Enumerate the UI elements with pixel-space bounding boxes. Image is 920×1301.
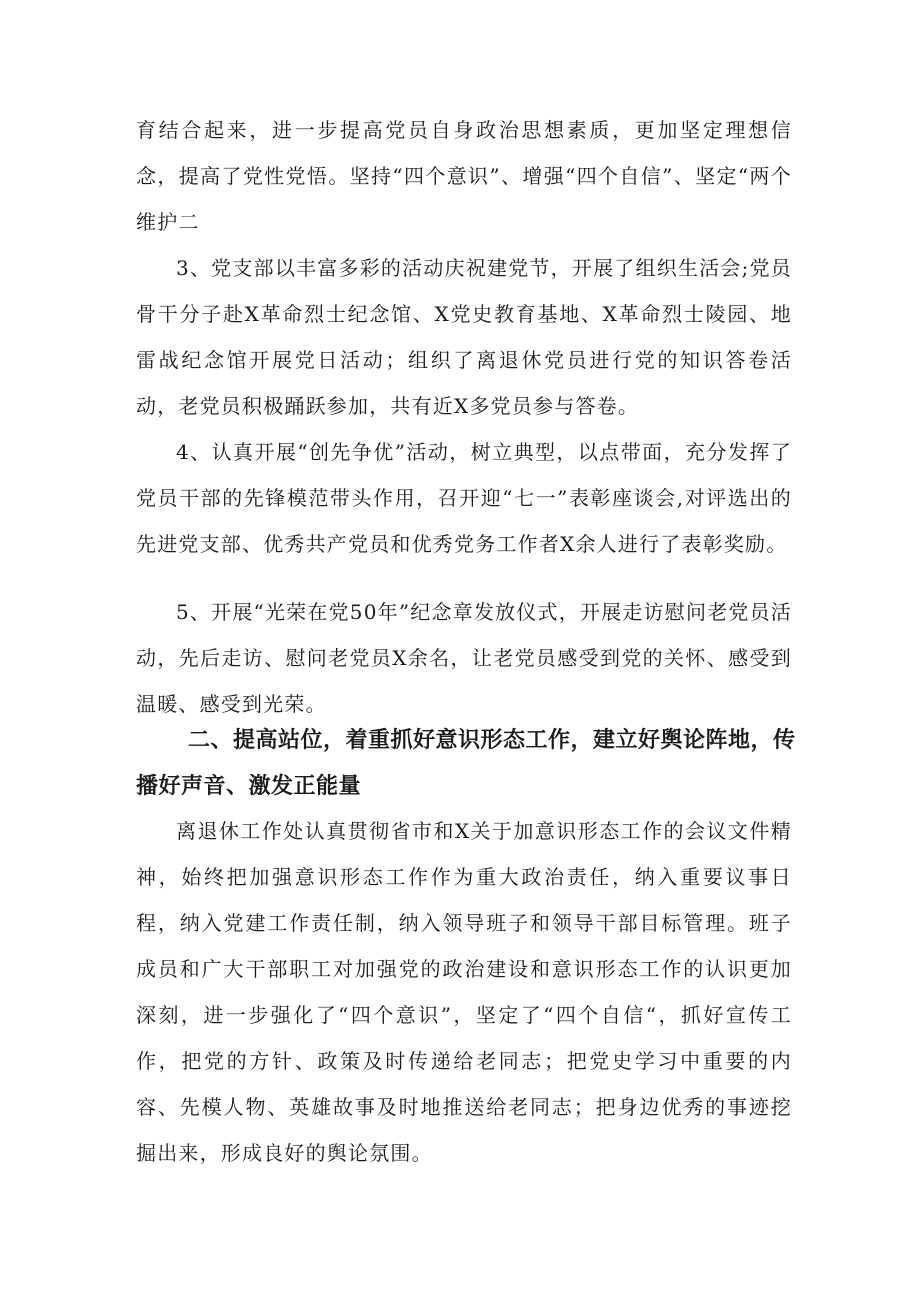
paragraph-continuation: 育结合起来，进一步提高党员自身政治思想素质，更加坚定理想信念，提高了党性党悟。坚持“四个意识”、增强“四个自信”、坚定“两个维护二 [136, 118, 792, 234]
paragraph-item-5: 5、开展“光荣在党50年”纪念章发放仪式，开展走访慰问老党员活动，先后走访、慰问老党员X余名，让老党员感受到党的关怀、感受到温暖、感受到光荣。 [136, 600, 792, 716]
paragraph-item-3: 3、党支部以丰富多彩的活动庆祝建党节，开展了组织生活会;党员骨干分子赴X革命烈士纪念馆、X党史教育基地、X革命烈士陵园、地雷战纪念馆开展党日活动；组织了离退休党员进行党的知识答卷活动，老党员积极踊跃参加，共有近X多党员参与答卷。 [136, 256, 792, 418]
section-heading: 二、提高站位，着重抓好意识形态工作，建立好舆论阵地，传播好声音、激发正能量 [136, 728, 796, 799]
paragraph-item-4: 4、认真开展“创先争优”活动，树立典型，以点带面，充分发挥了党员干部的先锋模范带头作用，召开迎“七一”表彰座谈会,对评选出的先进党支部、优秀共产党员和优秀党务工作者X余人进行了表彰奖励。 [136, 440, 792, 556]
paragraph-section-body: 离退休工作处认真贯彻省市和X关于加意识形态工作的会议文件精神，始终把加强意识形态工作作为重大政治责任，纳入重要议事日程，纳入党建工作责任制，纳入领导班子和领导干部目标管理。班子成员和广大干部职工对加强党的政治建设和意识形态工作的认识更加深刻，进一步强化了“四个意识”，坚定了“四个自信“，抓好宣传工作，把党的方针、政策及时传递给老同志；把党史学习中重要的内容、先模人物、英雄故事及时地推送给老同志；把身边优秀的事迹挖掘出来，形成良好的舆论氛围。 [136, 819, 792, 1165]
